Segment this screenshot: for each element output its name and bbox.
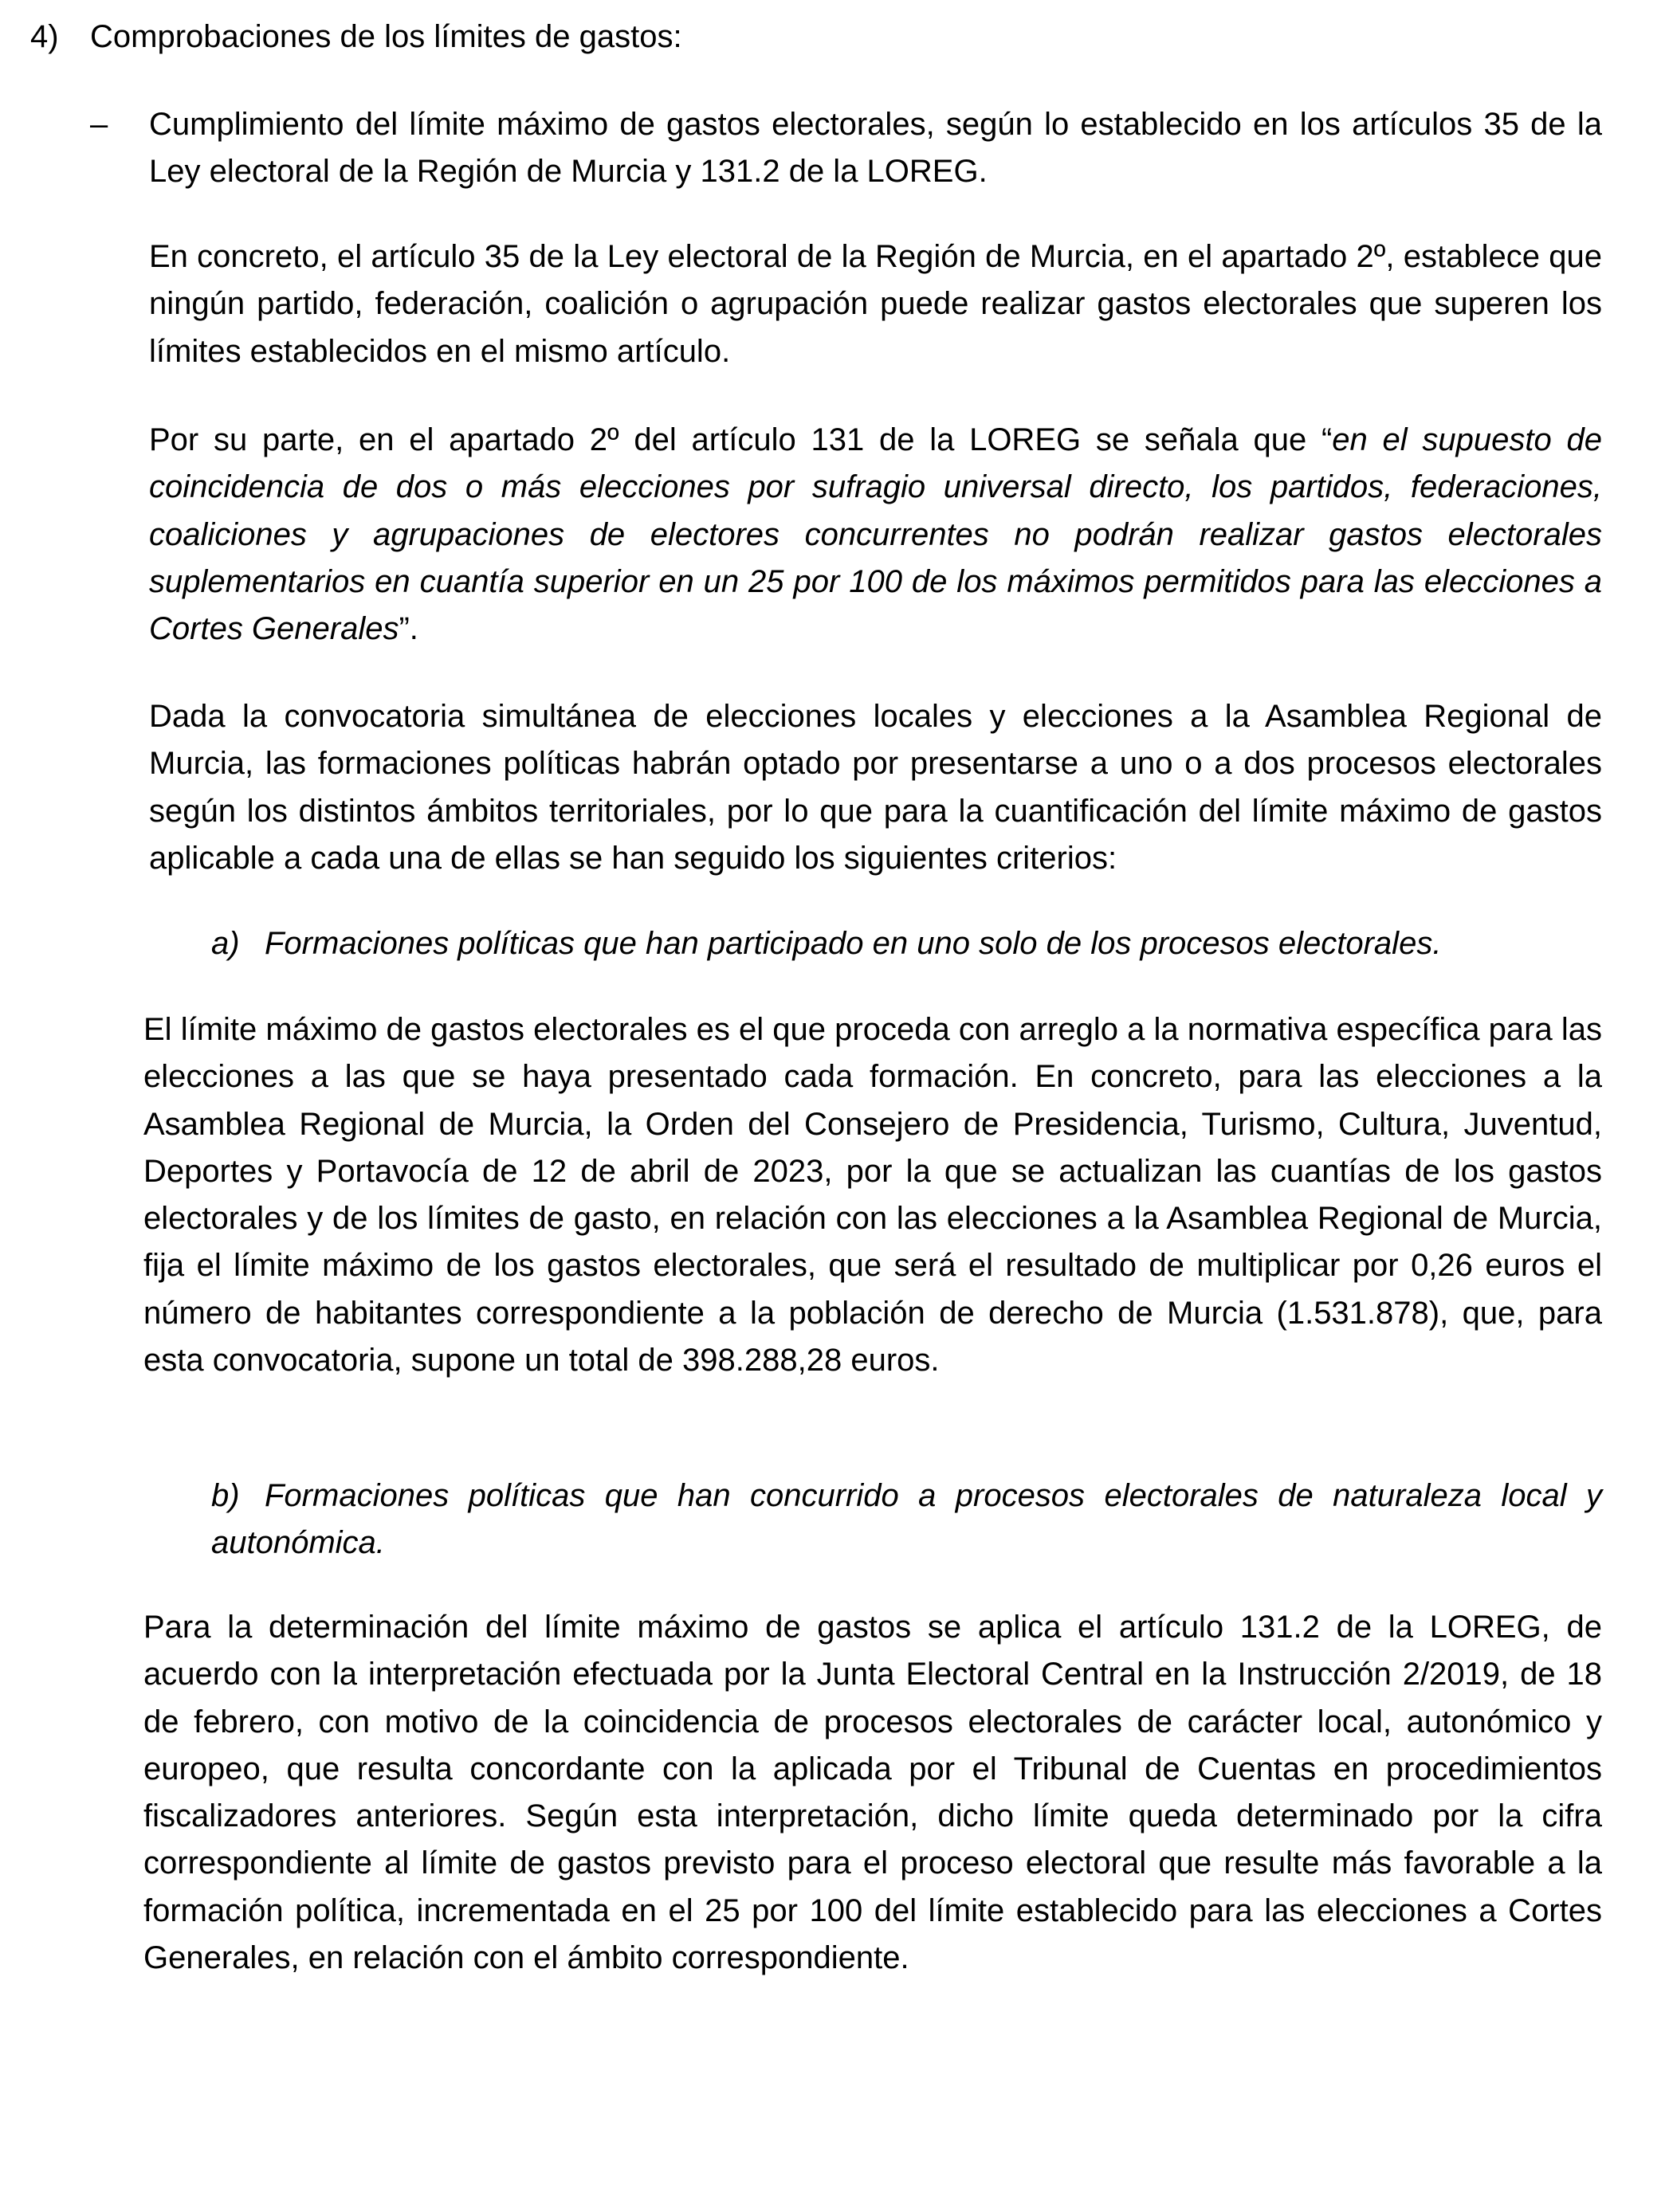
paragraph-4: Dada la convocatoria simultánea de elecciones locales y elecciones a la Asamblea Regional de Murcia, las formaciones políticas habrán optado por presentarse a uno o a dos procesos electorales según los distintos ámbitos territoriales, por lo que para la cuantificación del límite máximo de gastos aplicable a cada una de ellas se han seguido los siguientes criterios:	[149, 699, 1602, 876]
item-b-text	[211, 1473, 1602, 1567]
item-a-marker: a)	[211, 926, 240, 961]
para3-quote: en el supuesto de coincidencia de dos o más elecciones por sufragio universal directo, los partidos, federaciones, coaliciones y agrupaciones de electores concurrentes no podrán realizar gastos electorales suplementarios en cuantía superior en un 25 por 100 de los máximos permitidos para las elecciones a Cortes Generales	[149, 422, 1602, 647]
item-b-marker: b)	[211, 1478, 240, 1513]
paragraph-6: Para la determinación del límite máximo de gastos se aplica el artículo 131.2 de la LOREG, de acuerdo con la interpretación efectuada por la Junta Electoral Central en la Instrucción 2/2019, de 18 de febrero, con motivo de la coincidencia de procesos electorales de carácter local, autonómico y europeo, que resulta concordante con la aplicada por el Tribunal de Cuentas en procedimientos fiscalizadores anteriores. Según esta interpretación, dicho límite queda determinado por la cifra correspondiente al límite de gastos previsto para el proceso electoral que resulte más favorable a la formación política, incrementada en el 25 por 100 del límite establecido para las elecciones a Cortes Generales, en relación con el ámbito correspondiente.	[143, 1610, 1602, 1976]
para3-lead: Por su parte, en el apartado 2º del artículo 131 de la LOREG se señala que “	[149, 422, 1333, 457]
dash-marker: –	[90, 107, 108, 142]
paragraph-2: En concreto, el artículo 35 de la Ley electoral de la Región de Murcia, en el apartado 2º, establece que ningún partido, federación, coalición o agrupación puede realizar gastos electorales que superen los límites establecidos en el mismo artículo.	[149, 239, 1602, 369]
bullet-paragraph: Cumplimiento del límite máximo de gastos electorales, según lo establecido en los artículos 35 de la Ley electoral de la Región de Murcia y 131.2 de la LOREG.	[149, 107, 1602, 190]
heading-number: 4)	[30, 19, 59, 54]
para3-tail: ”.	[399, 611, 418, 647]
item-b-label: Formaciones políticas que han concurrido a procesos electorales de naturaleza local y autonómica.	[211, 1478, 1602, 1561]
paragraph-3	[149, 417, 1602, 653]
item-a-text: Formaciones políticas que han participado en uno solo de los procesos electorales.	[265, 926, 1442, 961]
section-heading	[30, 14, 682, 61]
paragraph-5: El límite máximo de gastos electorales es el que proceda con arreglo a la normativa específica para las elecciones a las que se haya presentado cada formación. En concreto, para las elecciones a la Asamblea Regional de Murcia, la Orden del Consejero de Presidencia, Turismo, Cultura, Juventud, Deportes y Portavocía de 12 de abril de 2023, por la que se actualizan las cuantías de los gastos electorales y de los límites de gasto, en relación con las elecciones a la Asamblea Regional de Murcia, fija el límite máximo de los gastos electorales, que será el resultado de multiplicar por 0,26 euros el número de habitantes correspondiente a la población de derecho de Murcia (1.531.878), que, para esta convocatoria, supone un total de 398.288,28 euros.	[143, 1012, 1602, 1379]
heading-text: Comprobaciones de los límites de gastos:	[90, 19, 682, 54]
